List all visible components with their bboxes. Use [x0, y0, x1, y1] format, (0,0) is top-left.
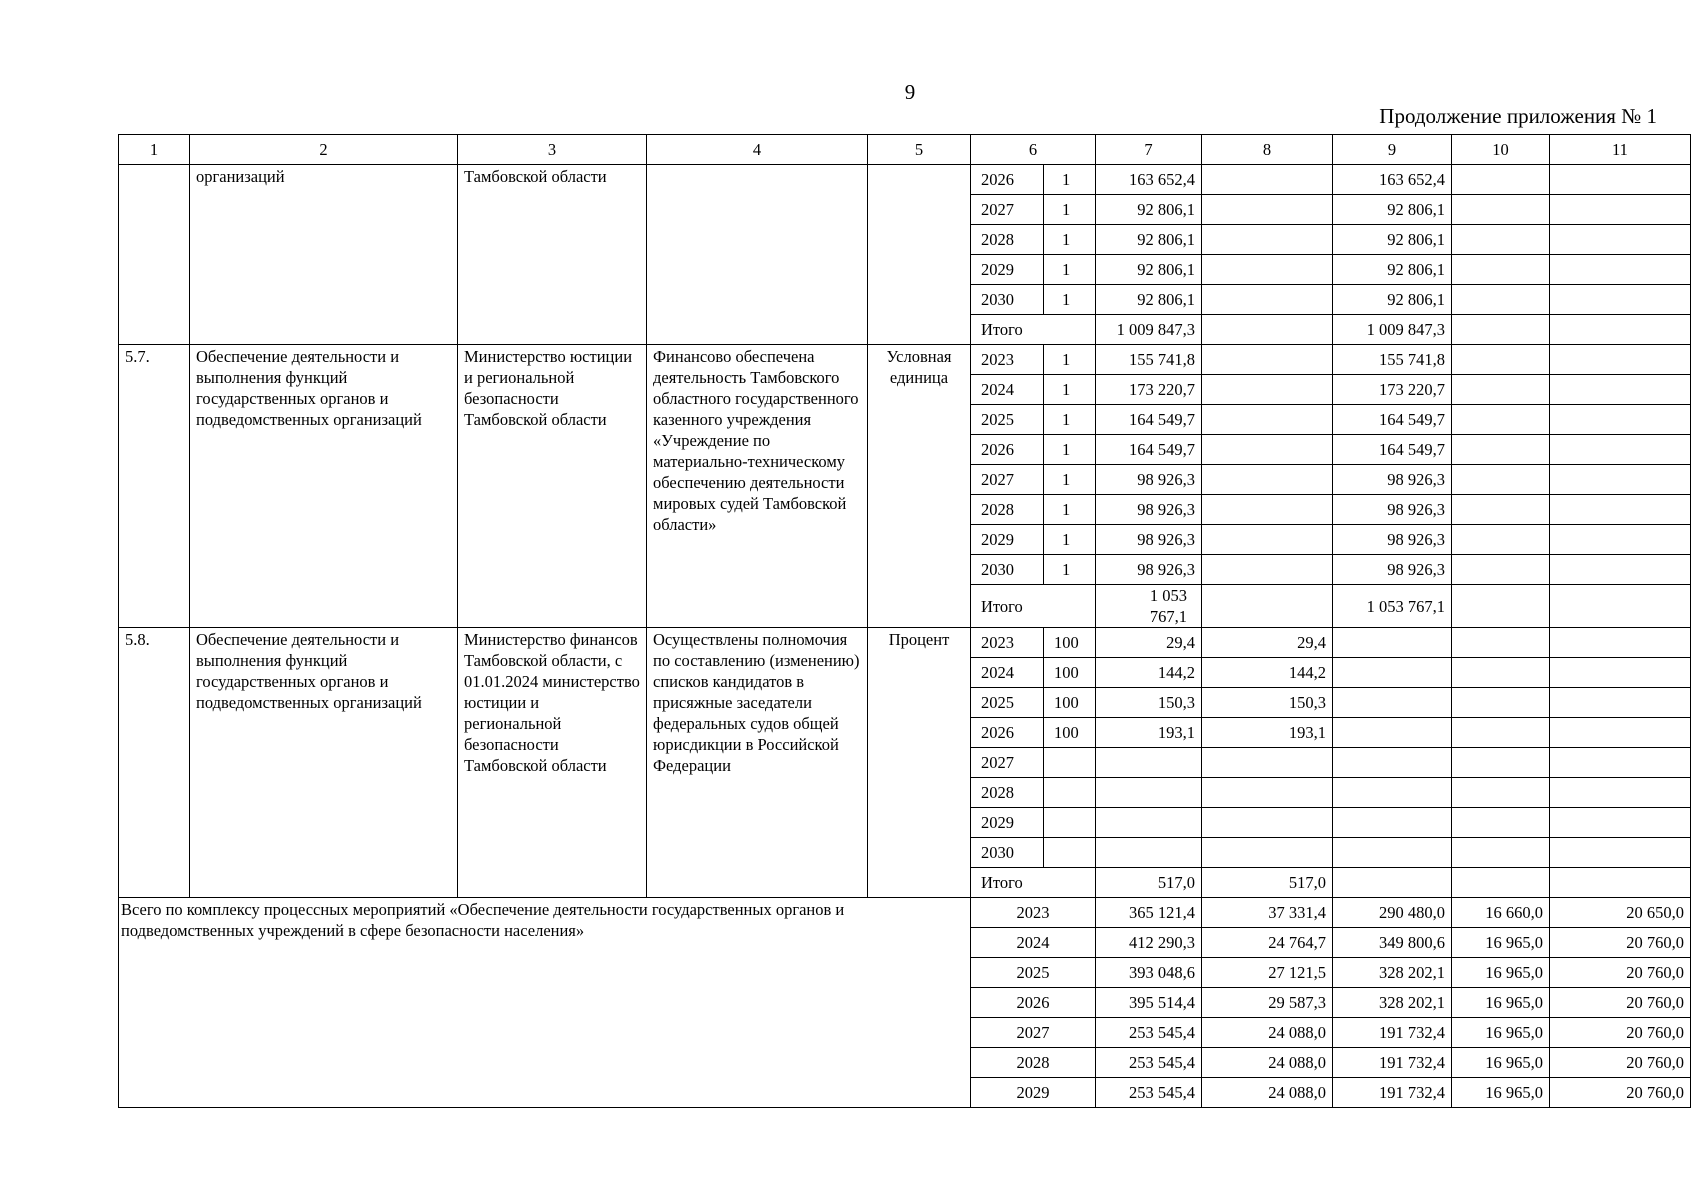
total-funding-cell: 253 545,4 [1096, 1048, 1202, 1078]
regional-funding-cell: 164 549,7 [1333, 405, 1452, 435]
regional-funding-cell: 1 009 847,3 [1333, 315, 1452, 345]
column-header: 10 [1452, 135, 1550, 165]
regional-funding-cell: 1 053 767,1 [1333, 585, 1452, 628]
other-funding-cell [1550, 748, 1691, 778]
total-funding-cell: 150,3 [1096, 688, 1202, 718]
regional-funding-cell: 191 732,4 [1333, 1078, 1452, 1108]
total-funding-cell [1096, 778, 1202, 808]
total-funding-cell [1096, 838, 1202, 868]
local-funding-cell [1452, 465, 1550, 495]
other-funding-cell [1550, 255, 1691, 285]
column-header: 6 [971, 135, 1096, 165]
other-funding-cell [1550, 688, 1691, 718]
indicator-value-cell [1044, 778, 1096, 808]
regional-funding-cell [1333, 838, 1452, 868]
regional-funding-cell: 328 202,1 [1333, 958, 1452, 988]
total-funding-cell: 164 549,7 [1096, 435, 1202, 465]
indicator-value-cell: 1 [1044, 465, 1096, 495]
federal-funding-cell [1202, 405, 1333, 435]
regional-funding-cell: 98 926,3 [1333, 465, 1452, 495]
other-funding-cell [1550, 405, 1691, 435]
regional-funding-cell: 163 652,4 [1333, 165, 1452, 195]
local-funding-cell [1452, 868, 1550, 898]
executor-cell: Министерство юстиции и региональной безопасности Тамбовской области [458, 345, 647, 628]
total-funding-cell: 155 741,8 [1096, 345, 1202, 375]
indicator-value-cell: 1 [1044, 285, 1096, 315]
other-funding-cell [1550, 718, 1691, 748]
regional-funding-cell: 98 926,3 [1333, 495, 1452, 525]
unit-cell [868, 165, 971, 345]
federal-funding-cell: 29,4 [1202, 628, 1333, 658]
local-funding-cell [1452, 778, 1550, 808]
total-funding-cell: 98 926,3 [1096, 465, 1202, 495]
year-cell: 2028 [971, 778, 1044, 808]
other-funding-cell: 20 760,0 [1550, 928, 1691, 958]
total-label: Итого [971, 868, 1096, 898]
total-funding-line1: 1 053 [1149, 586, 1187, 605]
year-cell: 2028 [971, 225, 1044, 255]
indicator-value-cell [1044, 838, 1096, 868]
regional-funding-cell: 164 549,7 [1333, 435, 1452, 465]
regional-funding-cell [1333, 658, 1452, 688]
indicator-value-cell [1044, 808, 1096, 838]
federal-funding-cell [1202, 435, 1333, 465]
local-funding-cell [1452, 628, 1550, 658]
grand-total-label: Всего по комплексу процессных мероприятий «Обеспечение деятельности государственных органов и подведомственных учреждений в сфере безопасности населения» [119, 898, 971, 1108]
year-cell: 2024 [971, 375, 1044, 405]
federal-funding-cell: 24 088,0 [1202, 1018, 1333, 1048]
local-funding-cell [1452, 525, 1550, 555]
activity-name-cell: Обеспечение деятельности и выполнения функций государственных органов и подведомственных организаций [190, 628, 458, 898]
column-header: 8 [1202, 135, 1333, 165]
indicator-value-cell: 100 [1044, 688, 1096, 718]
federal-funding-cell [1202, 778, 1333, 808]
total-funding-cell: 92 806,1 [1096, 225, 1202, 255]
year-cell: 2023 [971, 628, 1044, 658]
year-cell: 2026 [971, 988, 1096, 1018]
result-cell: Осуществлены полномочия по составлению (изменению) списков кандидатов в присяжные заседатели федеральных судов общей юрисдикции в Российской Федерации [647, 628, 868, 898]
local-funding-cell [1452, 658, 1550, 688]
column-header: 9 [1333, 135, 1452, 165]
other-funding-cell [1550, 375, 1691, 405]
federal-funding-cell: 24 088,0 [1202, 1078, 1333, 1108]
indicator-value-cell: 1 [1044, 165, 1096, 195]
federal-funding-cell: 24 088,0 [1202, 1048, 1333, 1078]
local-funding-cell [1452, 225, 1550, 255]
item-number-cell: 5.7. [119, 345, 190, 628]
regional-funding-cell: 173 220,7 [1333, 375, 1452, 405]
year-cell: 2027 [971, 748, 1044, 778]
other-funding-cell [1550, 808, 1691, 838]
local-funding-cell [1452, 345, 1550, 375]
total-funding-cell: 395 514,4 [1096, 988, 1202, 1018]
column-header: 3 [458, 135, 647, 165]
regional-funding-cell [1333, 868, 1452, 898]
column-number-row [119, 135, 1691, 165]
federal-funding-cell [1202, 808, 1333, 838]
federal-funding-cell [1202, 315, 1333, 345]
total-funding-cell: 173 220,7 [1096, 375, 1202, 405]
local-funding-cell [1452, 748, 1550, 778]
regional-funding-cell: 92 806,1 [1333, 255, 1452, 285]
result-cell [647, 165, 868, 345]
other-funding-cell [1550, 555, 1691, 585]
local-funding-cell: 16 965,0 [1452, 928, 1550, 958]
appendix-table [118, 134, 1691, 1108]
total-funding-cell: 92 806,1 [1096, 195, 1202, 225]
continuation-title: Продолжение приложения № 1 [1379, 104, 1657, 128]
total-funding-cell: 98 926,3 [1096, 525, 1202, 555]
other-funding-cell [1550, 838, 1691, 868]
other-funding-cell [1550, 495, 1691, 525]
total-funding-cell: 92 806,1 [1096, 285, 1202, 315]
federal-funding-cell [1202, 555, 1333, 585]
regional-funding-cell: 191 732,4 [1333, 1018, 1452, 1048]
activity-name-cell: организаций [190, 165, 458, 345]
regional-funding-cell: 92 806,1 [1333, 285, 1452, 315]
other-funding-cell [1550, 465, 1691, 495]
other-funding-cell [1550, 285, 1691, 315]
other-funding-cell [1550, 165, 1691, 195]
other-funding-cell: 20 650,0 [1550, 898, 1691, 928]
result-cell: Финансово обеспечена деятельность Тамбовского областного государственного казенного учреждения «Учреждение по материально-техническому обеспечению деятельности мировых судей Тамбовской области» [647, 345, 868, 628]
executor-cell: Тамбовской области [458, 165, 647, 345]
local-funding-cell [1452, 405, 1550, 435]
local-funding-cell [1452, 285, 1550, 315]
total-funding-cell: 412 290,3 [1096, 928, 1202, 958]
page-number: 9 [904, 80, 916, 104]
total-funding-cell [1096, 808, 1202, 838]
regional-funding-cell: 92 806,1 [1333, 195, 1452, 225]
other-funding-cell: 20 760,0 [1550, 1078, 1691, 1108]
indicator-value-cell: 100 [1044, 658, 1096, 688]
regional-funding-cell [1333, 778, 1452, 808]
local-funding-cell [1452, 255, 1550, 285]
total-funding-line2: 767,1 [1149, 607, 1187, 626]
regional-funding-cell [1333, 718, 1452, 748]
federal-funding-cell: 517,0 [1202, 868, 1333, 898]
indicator-value-cell: 1 [1044, 225, 1096, 255]
indicator-value-cell: 1 [1044, 195, 1096, 225]
other-funding-cell [1550, 345, 1691, 375]
year-cell: 2023 [971, 898, 1096, 928]
federal-funding-cell [1202, 585, 1333, 628]
total-funding-cell: 29,4 [1096, 628, 1202, 658]
total-funding-cell: 144,2 [1096, 658, 1202, 688]
regional-funding-cell [1333, 748, 1452, 778]
total-funding-cell: 163 652,4 [1096, 165, 1202, 195]
other-funding-cell [1550, 628, 1691, 658]
local-funding-cell: 16 965,0 [1452, 958, 1550, 988]
total-funding-cell: 365 121,4 [1096, 898, 1202, 928]
column-header: 11 [1550, 135, 1691, 165]
column-header: 7 [1096, 135, 1202, 165]
federal-funding-cell: 193,1 [1202, 718, 1333, 748]
indicator-value-cell: 1 [1044, 555, 1096, 585]
local-funding-cell: 16 965,0 [1452, 1018, 1550, 1048]
regional-funding-cell [1333, 808, 1452, 838]
total-funding-cell: 92 806,1 [1096, 255, 1202, 285]
federal-funding-cell [1202, 375, 1333, 405]
local-funding-cell [1452, 688, 1550, 718]
local-funding-cell [1452, 375, 1550, 405]
column-header: 5 [868, 135, 971, 165]
other-funding-cell [1550, 658, 1691, 688]
indicator-value-cell: 1 [1044, 345, 1096, 375]
total-funding-cell: 517,0 [1096, 868, 1202, 898]
indicator-value-cell [1044, 748, 1096, 778]
other-funding-cell: 20 760,0 [1550, 958, 1691, 988]
regional-funding-cell: 349 800,6 [1333, 928, 1452, 958]
federal-funding-cell [1202, 165, 1333, 195]
other-funding-cell [1550, 585, 1691, 628]
regional-funding-cell: 98 926,3 [1333, 555, 1452, 585]
year-cell: 2027 [971, 1018, 1096, 1048]
federal-funding-cell [1202, 285, 1333, 315]
year-cell: 2028 [971, 495, 1044, 525]
table-row [119, 165, 1691, 195]
federal-funding-cell [1202, 345, 1333, 375]
year-cell: 2030 [971, 285, 1044, 315]
local-funding-cell: 16 965,0 [1452, 988, 1550, 1018]
year-cell: 2027 [971, 195, 1044, 225]
year-cell: 2027 [971, 465, 1044, 495]
federal-funding-cell [1202, 748, 1333, 778]
total-funding-cell: 253 545,4 [1096, 1078, 1202, 1108]
year-cell: 2030 [971, 555, 1044, 585]
year-cell: 2026 [971, 165, 1044, 195]
indicator-value-cell: 1 [1044, 435, 1096, 465]
local-funding-cell [1452, 495, 1550, 525]
year-cell: 2023 [971, 345, 1044, 375]
regional-funding-cell: 290 480,0 [1333, 898, 1452, 928]
total-funding-cell: 98 926,3 [1096, 555, 1202, 585]
year-cell: 2026 [971, 435, 1044, 465]
year-cell: 2024 [971, 658, 1044, 688]
local-funding-cell: 16 965,0 [1452, 1078, 1550, 1108]
year-cell: 2029 [971, 808, 1044, 838]
regional-funding-cell [1333, 688, 1452, 718]
federal-funding-cell [1202, 195, 1333, 225]
year-cell: 2030 [971, 838, 1044, 868]
federal-funding-cell [1202, 255, 1333, 285]
other-funding-cell: 20 760,0 [1550, 1018, 1691, 1048]
other-funding-cell: 20 760,0 [1550, 1048, 1691, 1078]
column-header: 2 [190, 135, 458, 165]
year-cell: 2025 [971, 405, 1044, 435]
other-funding-cell [1550, 435, 1691, 465]
total-label: Итого [971, 585, 1096, 628]
local-funding-cell [1452, 838, 1550, 868]
activity-name-cell: Обеспечение деятельности и выполнения функций государственных органов и подведомственных организаций [190, 345, 458, 628]
federal-funding-cell: 24 764,7 [1202, 928, 1333, 958]
federal-funding-cell [1202, 838, 1333, 868]
year-cell: 2029 [971, 255, 1044, 285]
column-header: 1 [119, 135, 190, 165]
item-number-cell [119, 165, 190, 345]
total-funding-cell: 98 926,3 [1096, 495, 1202, 525]
total-funding-cell [1096, 748, 1202, 778]
year-cell: 2026 [971, 718, 1044, 748]
indicator-value-cell: 100 [1044, 628, 1096, 658]
local-funding-cell [1452, 718, 1550, 748]
year-cell: 2029 [971, 525, 1044, 555]
table-row [119, 898, 1691, 928]
indicator-value-cell: 1 [1044, 525, 1096, 555]
federal-funding-cell: 144,2 [1202, 658, 1333, 688]
total-funding-cell: 193,1 [1096, 718, 1202, 748]
unit-cell: Процент [868, 628, 971, 898]
regional-funding-cell: 92 806,1 [1333, 225, 1452, 255]
regional-funding-cell: 98 926,3 [1333, 525, 1452, 555]
local-funding-cell [1452, 808, 1550, 838]
executor-cell: Министерство финансов Тамбовской области, с 01.01.2024 министерство юстиции и региональной безопасности Тамбовской области [458, 628, 647, 898]
total-funding-cell: 164 549,7 [1096, 405, 1202, 435]
local-funding-cell [1452, 435, 1550, 465]
regional-funding-cell: 328 202,1 [1333, 988, 1452, 1018]
local-funding-cell [1452, 585, 1550, 628]
year-cell: 2025 [971, 958, 1096, 988]
regional-funding-cell: 155 741,8 [1333, 345, 1452, 375]
other-funding-cell [1550, 525, 1691, 555]
federal-funding-cell: 37 331,4 [1202, 898, 1333, 928]
federal-funding-cell [1202, 495, 1333, 525]
federal-funding-cell [1202, 225, 1333, 255]
local-funding-cell: 16 965,0 [1452, 1048, 1550, 1078]
year-cell: 2028 [971, 1048, 1096, 1078]
year-cell: 2024 [971, 928, 1096, 958]
item-number-cell: 5.8. [119, 628, 190, 898]
table-row [119, 628, 1691, 658]
year-cell: 2025 [971, 688, 1044, 718]
column-header: 4 [647, 135, 868, 165]
table-row [119, 345, 1691, 375]
local-funding-cell [1452, 555, 1550, 585]
other-funding-cell: 20 760,0 [1550, 988, 1691, 1018]
indicator-value-cell: 1 [1044, 255, 1096, 285]
regional-funding-cell [1333, 628, 1452, 658]
total-label: Итого [971, 315, 1096, 345]
total-funding-cell: 253 545,4 [1096, 1018, 1202, 1048]
local-funding-cell [1452, 165, 1550, 195]
other-funding-cell [1550, 225, 1691, 255]
federal-funding-cell [1202, 465, 1333, 495]
total-funding-cell [1096, 585, 1202, 628]
other-funding-cell [1550, 868, 1691, 898]
federal-funding-cell: 150,3 [1202, 688, 1333, 718]
total-funding-cell: 393 048,6 [1096, 958, 1202, 988]
other-funding-cell [1550, 195, 1691, 225]
federal-funding-cell: 29 587,3 [1202, 988, 1333, 1018]
other-funding-cell [1550, 315, 1691, 345]
total-funding-cell: 1 009 847,3 [1096, 315, 1202, 345]
regional-funding-cell: 191 732,4 [1333, 1048, 1452, 1078]
indicator-value-cell: 100 [1044, 718, 1096, 748]
local-funding-cell: 16 660,0 [1452, 898, 1550, 928]
other-funding-cell [1550, 778, 1691, 808]
unit-cell: Условная единица [868, 345, 971, 628]
indicator-value-cell: 1 [1044, 495, 1096, 525]
local-funding-cell [1452, 315, 1550, 345]
federal-funding-cell: 27 121,5 [1202, 958, 1333, 988]
local-funding-cell [1452, 195, 1550, 225]
indicator-value-cell: 1 [1044, 375, 1096, 405]
indicator-value-cell: 1 [1044, 405, 1096, 435]
federal-funding-cell [1202, 525, 1333, 555]
year-cell: 2029 [971, 1078, 1096, 1108]
